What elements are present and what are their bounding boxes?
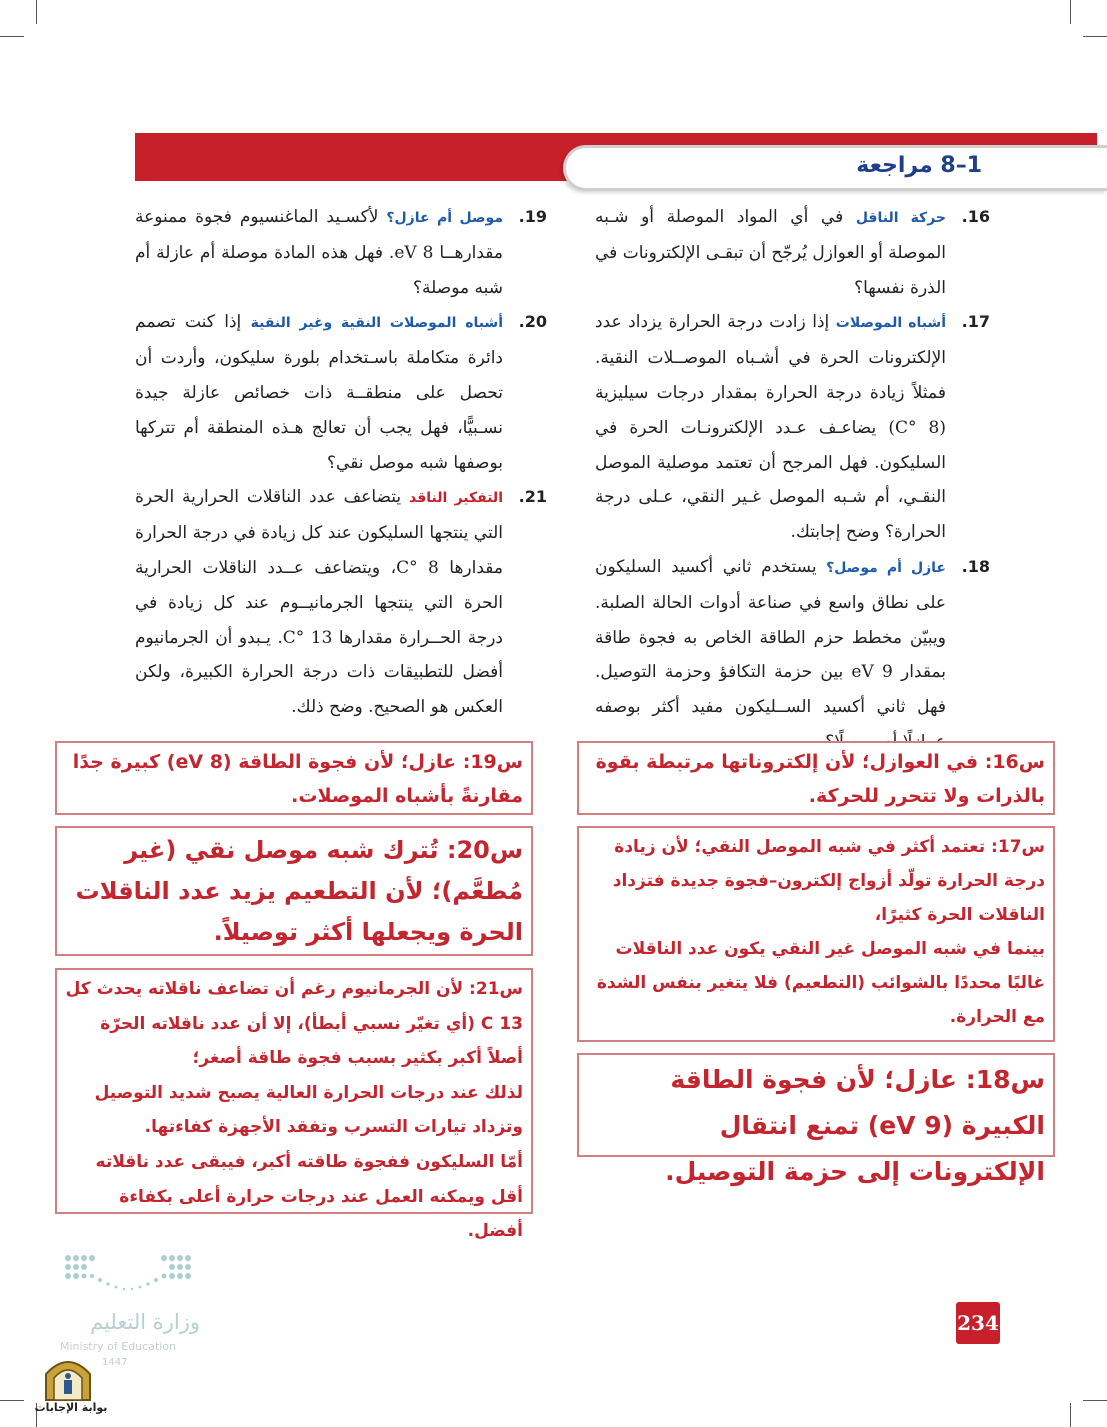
answer-line xyxy=(65,972,523,1076)
crop-mark xyxy=(1083,36,1107,37)
answer-box-16 xyxy=(577,741,1055,815)
answer-prefix: س17: xyxy=(991,837,1045,857)
question-heading: التفكير الناقد xyxy=(409,490,503,507)
question-number: 20. xyxy=(518,312,547,332)
section-title: 1–8 مراجعة xyxy=(856,153,982,178)
question-text: لأكسـيد الماغنسيوم فجوة ممنوعة مقدارهــا 8 eV. فهل هذه المادة موصلة أم عازلة أم شبه موصلة؟ xyxy=(135,207,504,298)
question-17 xyxy=(595,305,990,550)
answer-box-19 xyxy=(55,741,533,815)
question-19 xyxy=(135,200,547,305)
question-number: 17. xyxy=(961,312,990,332)
gate-logo-icon xyxy=(42,1352,94,1402)
question-number: 19. xyxy=(518,207,547,226)
crop-mark xyxy=(0,1400,24,1401)
ministry-arabic-name: وزارة التعليم xyxy=(90,1310,200,1334)
question-16 xyxy=(595,200,990,305)
answer-text: عازل؛ لأن فجوة الطاقة الكبيرة (9 eV) تمنع انتقال الإلكترونات إلى حزمة التوصيل. xyxy=(665,1065,1045,1186)
answer-line: لذلك عند درجات الحرارة العالية يصبح شديد التوصيل وتزداد تيارات التسرب وتفقد الأجهزة كفاءتها. xyxy=(94,1082,523,1138)
crop-mark xyxy=(0,36,24,37)
answer-box-17 xyxy=(577,826,1055,1042)
answer-line xyxy=(587,1057,1045,1195)
answer-box-21 xyxy=(55,968,533,1242)
question-21 xyxy=(135,480,547,725)
answer-text: في العوازل؛ لأن إلكتروناتها مرتبطة بقوة بالذرات ولا تتحرر للحركة. xyxy=(595,751,1045,807)
answer-text: لأن الجرمانيوم رغم أن تضاعف ناقلاته يحدث كل 13 C (أي تغيّر نسبي أبطأ)، إلا أن عدد ناقلاته الحرّة أصلاً أكبر بكثير بسبب فجوة طاقة أصغر؛ xyxy=(65,979,523,1069)
questions-right-column xyxy=(595,200,990,760)
crop-mark xyxy=(1070,1403,1071,1427)
question-text: يستخدم ثاني أكسيد السليكون على نطاق واسع في صناعة أدوات الحالة الصلبة. ويبيّن مخطط حزم الطاقة الخاص به فجوة طاقة بمقدار 9 eV بين حزمة التكافؤ وحزمة التوصيل. فهل ثاني أكسيد الســليكون مفيد أكثر بوصفه xyxy=(595,556,946,718)
ministry-english-name: Ministry of Education xyxy=(60,1340,177,1353)
question-text: إذا زادت درجة الحرارة يزداد عدد الإلكترونات الحرة في أشـباه الموصــلات النقية. فمثلاً زيادة درجة الحرارة بمقدار درجات سيليزية (8 °C) يضاعـف عـدد الإلكترونـات الحرة في السليكون. فهل المرجح أن تعتمد موصلية الموصل النقـي، أم شـبه الموصل غـير النقي، عـلى درجة الحرارة؟ وضح إجابتك. xyxy=(595,312,946,543)
answer-box-20 xyxy=(55,826,533,956)
page-number: 234 xyxy=(956,1302,1000,1344)
question-heading: حركة الناقل xyxy=(855,210,946,226)
answer-prefix: س19: xyxy=(462,751,523,773)
crop-mark xyxy=(1083,1400,1107,1401)
questions-left-column xyxy=(135,200,547,725)
crop-mark xyxy=(1070,0,1071,24)
crop-mark xyxy=(36,0,37,24)
answer-line xyxy=(65,745,523,813)
question-number: 18. xyxy=(961,556,990,576)
answer-prefix: س18: xyxy=(965,1065,1045,1094)
answer-prefix: س21: xyxy=(469,979,523,999)
question-heading: موصل أم عازل؟ xyxy=(386,210,503,226)
answer-text: تُترك شبه موصل نقي (غير مُطعَّم)؛ لأن التطعيم يزيد عدد الناقلات الحرة ويجعلها أكثر توصيلاً. xyxy=(75,836,523,946)
answer-box-18 xyxy=(577,1053,1055,1186)
question-18 xyxy=(595,550,990,760)
question-number: 16. xyxy=(961,207,990,226)
question-number: 21. xyxy=(518,487,547,507)
question-heading: أشباه الموصلات النقية وغير النقية xyxy=(250,315,503,332)
question-text: في أي المواد الموصلة أو شـبه الموصلة أو العوازل يُرجّح أن تبقـى الإلكترونات في الذرة نفسها؟ xyxy=(595,207,946,298)
answer-text: تعتمد أكثر في شبه الموصل النقي؛ لأن زيادة درجة الحرارة تولّد أزواج إلكترون–فجوة جديدة فتزداد الناقلات الحرة كثيرًا، xyxy=(612,837,1045,925)
question-20 xyxy=(135,305,547,480)
question-text: يتضاعف عدد الناقلات الحرارية الحرة التي ينتجها السليكون عند كل زيادة في درجة الحرارة مقدارها 8 °C، ويتضاعف عــدد الناقلات الحرارية الحرة التي ينتجها الجرمانيــوم عند كل زيادة في درجة الحــرارة مقدارها 13 °C. يـبدو أن الجرمانيوم أفضل للتطبيقات ذات درجة الحرارة الكبيرة، ولكن العكس هو الصحيح. وضح ذلك. xyxy=(135,487,503,718)
ministry-logo-icon xyxy=(58,1250,203,1310)
answer-line xyxy=(587,830,1045,932)
site-name: بوابة الإجابات xyxy=(34,1401,108,1414)
question-heading: أشباه الموصلات xyxy=(835,315,947,332)
answer-line: أمّا السليكون ففجوة طاقته أكبر، فيبقى عدد ناقلاته أقل ويمكنه العمل عند درجات حرارة أعلى بكفاءة أفضل. xyxy=(95,1151,523,1242)
answer-line xyxy=(587,745,1045,813)
answer-prefix: س20: xyxy=(446,836,523,864)
question-heading: عازل أم موصل؟ xyxy=(826,559,946,576)
question-text: إذا كنت تصمم دائرة متكاملة باسـتخدام بلورة سليكون، وأردت أن تحصل على منطقــة ذات خصائص عازلة جيدة نسـبيًّا، فهل يجب أن تعالج هـذه المنطقة أم تتركها بوصفها شبه موصل نقي؟ xyxy=(135,312,503,473)
section-tab xyxy=(563,145,1107,191)
answer-prefix: س16: xyxy=(984,751,1045,773)
ministry-year: 1447 xyxy=(102,1357,128,1368)
answer-text: عازل؛ لأن فجوة الطاقة (8 eV) كبيرة جدًا مقارنةً بأشباه الموصلات. xyxy=(72,751,523,807)
answer-line: بينما في شبه الموصل غير النقي يكون عدد الناقلات غالبًا محددًا بالشوائب (التطعيم) فلا يتغير بنفس الشدة مع الحرارة. xyxy=(596,939,1045,1027)
answer-line xyxy=(65,830,523,953)
